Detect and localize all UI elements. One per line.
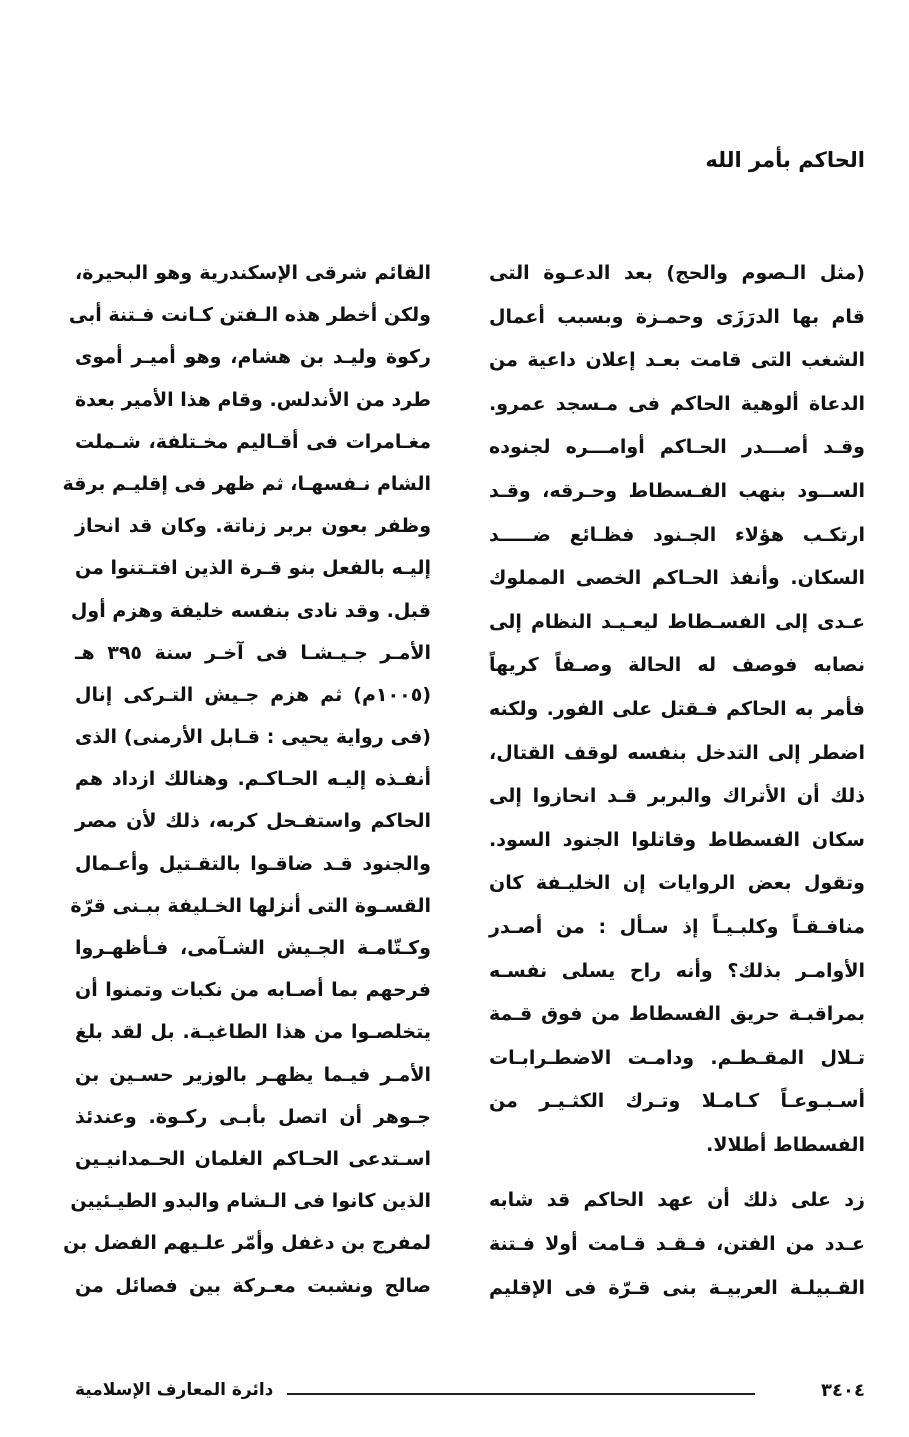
text-line: اسـتدعى الحـاكم الغلمان الحـمدانيـين (75, 1147, 431, 1170)
page-number: ٣٤٠٤ (821, 1380, 865, 1401)
text-line: والجنود قـد ضاقـوا بالتقـتيل وأعـمال (75, 852, 431, 875)
text-line: اضطر إلى التدخل بنفسه لوقف القتال، (489, 741, 865, 764)
text-line: الأوامـر بذلك؟ وأنه راح يسلى نفسـه (489, 959, 865, 982)
text-line: عـدى إلى الفسـطاط ليعـيـد النظام إلى (489, 610, 865, 633)
text-line: طرد من الأندلس. وقام هذا الأمير بعدة (74, 388, 431, 411)
text-line: القائم شرقى الإسكندرية وهو البحيرة، (75, 262, 431, 284)
text-line: فرحهم بما أصـابه من نكبات وتمنوا أن (75, 979, 431, 1002)
text-line: (١٠٠٥م) ثم هزم جـيش التـركى إنال (75, 683, 431, 706)
text-line: الذين كانوا فى الـشام والبدو الطيـئيين (70, 1190, 431, 1213)
left-column (62, 252, 431, 1307)
text-line: أنفـذه إليـه الحـاكـم. وهنالك ازداد هم (75, 768, 431, 791)
text-line: عـدد من الفتن، فـقـد قـامت أولا فـتنة (489, 1233, 865, 1256)
text-line: قام بها الدرَزَى وحمـزة وبسبب أعمال (489, 305, 865, 328)
text-line: الشام نـفسهـا، ثم ظهر فى إقليـم برقة (62, 472, 431, 495)
text-line: وكـتّامـة الجـيش الشـآمى، فـأظهـروا (75, 937, 431, 959)
paragraph-gap (489, 1167, 865, 1179)
text-line: الأمـر جـيـشـا فى آخـر سنة ٣٩٥ هـ (75, 641, 431, 664)
text-line: الحاكم واستفـحل كربه، ذلك لأن مصر (75, 810, 431, 833)
right-column (489, 252, 865, 1310)
page-footer (75, 1378, 865, 1408)
text-line: قبل. وقد نادى بنفسه خليفة وهزم أول (70, 599, 431, 622)
text-line: وقـد أصـــدر الحـاكم أوامـــره لجنوده (489, 436, 865, 459)
text-line: يتخلصـوا من هذا الطاغيـة. بل لقد بلغ (75, 1021, 431, 1044)
text-line: ولكن أخطر هذه الـفتن كـانت فـتنة أبى (68, 304, 431, 327)
text-line: وظفر بعون بربر زناتة. وكان قد انحاز (75, 515, 431, 538)
text-line: ارتكـب هؤلاء الجـنود فظـائع ضـــــد (489, 523, 865, 546)
text-line: جـوهر أن اتصل بأبـى ركـوة. وعندئذ (75, 1105, 431, 1128)
text-line: بمراقبـة حريق الفسطاط من فوق قـمة (489, 1003, 865, 1026)
text-line: الأمـر فيـما يظهـر بالوزير حسـين بن (75, 1063, 431, 1086)
text-line: الســود بنهب الفـسطاط وحـرقه، وقـد (489, 479, 865, 502)
text-line: القـبيلـة العربيـة بنى قـرّة فى الإقليم (489, 1276, 865, 1299)
text-line: زد على ذلك أن عهد الحاكم قد شابه (489, 1189, 865, 1212)
text-line: (مثل الـصوم والحج) بعد الدعـوة التى (489, 262, 865, 284)
text-line: أسـبـوعـاً كـامـلا وتـرك الكثـيـر من (489, 1090, 865, 1113)
text-line: لمفرج بن دغفل وأمّر علـيهم الفضل بن (63, 1232, 431, 1255)
publication-title: دائرة المعارف الإسلامية (75, 1380, 274, 1400)
text-line: صالح ونشبت معـركة بين فصائل من (75, 1274, 431, 1297)
text-line: نصابه فوصف له الحالة وصـفاً كريهاً (489, 654, 865, 677)
text-line: الفسطاط أطلالا. (706, 1133, 865, 1156)
running-header: الحاكم بأمر الله (705, 148, 865, 172)
text-line: الدعاة ألوهية الحاكم فى مـسجد عمرو. (489, 392, 865, 415)
text-line: ذلك أن الأتراك والبربر قـد انحازوا إلى (489, 785, 865, 808)
text-line: السكان. وأنفذ الحـاكم الخصى المملوك (489, 567, 865, 590)
text-line: منافـقـاً وكلبـيـاً إذ سـأل : من أصـدر (489, 915, 865, 938)
footer-rule (287, 1393, 755, 1395)
text-line: فأمر به الحاكم فـقتل على الفور. ولكنه (489, 697, 865, 720)
text-line: ركوة وليـد بن هشام، وهو أميـر أموى (75, 346, 431, 369)
text-line: القسـوة التى أنزلها الخـليفة ببـنى قرّة (70, 894, 431, 917)
text-line: الشغب التى قامت بعـد إعلان داعية من (489, 349, 865, 372)
text-line: إليـه بالفعل بنو قـرة الذين افتـتنوا من (75, 557, 431, 580)
text-line: تـلال المقـطـم. ودامـت الاضطـرابـات (489, 1046, 865, 1069)
text-line: سكان الفسطاط وقاتلوا الجنود السود. (489, 828, 865, 851)
text-line: مغـامرات فى أقـاليم مخـتلفة، شـملت (75, 430, 431, 453)
text-line: (فى رواية يحيى : قـابل الأرمنى) الذى (75, 726, 431, 749)
text-line: وتقول بعض الروايات إن الخليـفة كان (489, 872, 865, 895)
